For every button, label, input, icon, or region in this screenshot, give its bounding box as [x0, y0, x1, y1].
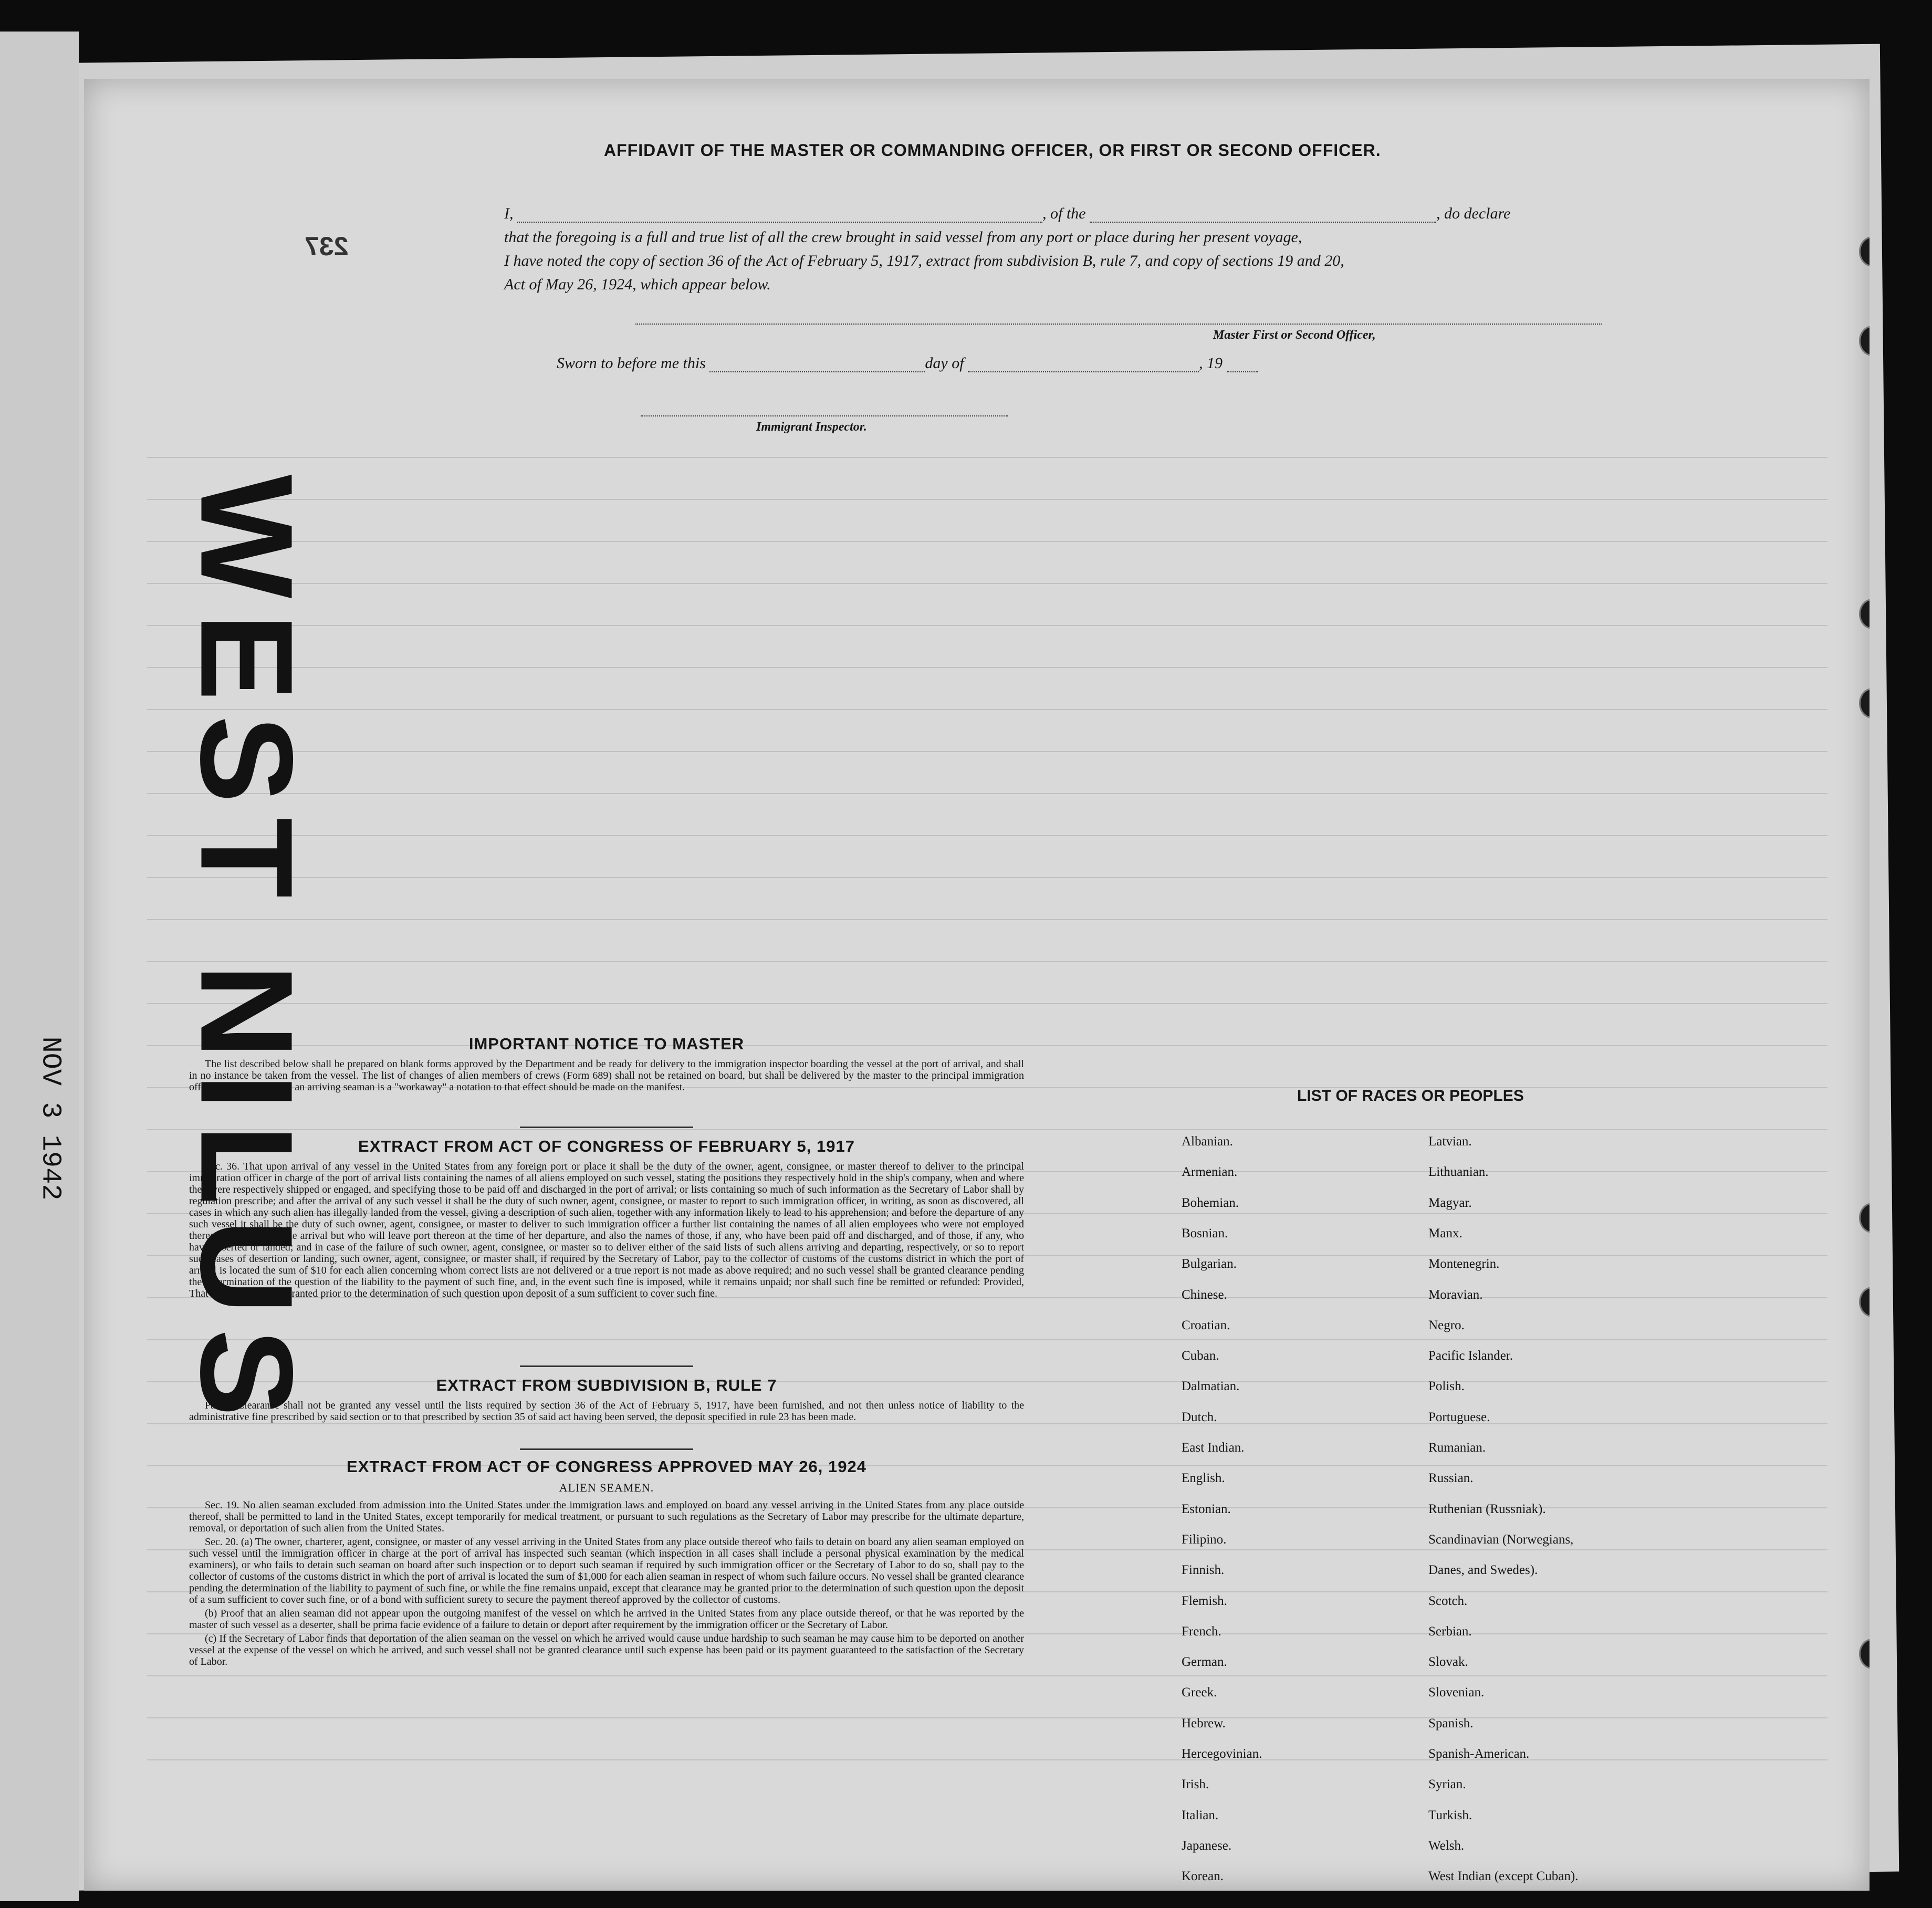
- race-item: Scotch.: [1428, 1593, 1468, 1608]
- divider-rule: [520, 1448, 693, 1450]
- vessel-field[interactable]: [1090, 208, 1436, 223]
- date-stamp: NOV 3 1942: [35, 1036, 66, 1201]
- race-item: Serbian.: [1428, 1624, 1472, 1639]
- race-item: Scandinavian (Norwegians,: [1428, 1532, 1574, 1547]
- race-item: Lithuanian.: [1428, 1165, 1489, 1180]
- ghost-row-line: [147, 1675, 1827, 1676]
- race-item: Hebrew.: [1182, 1716, 1226, 1730]
- race-item: Spanish.: [1428, 1716, 1474, 1730]
- race-item: Magyar.: [1428, 1195, 1472, 1210]
- race-item: Polish.: [1428, 1379, 1465, 1394]
- ghost-row-line: [147, 583, 1827, 584]
- notice-title: IMPORTANT NOTICE TO MASTER: [468, 1035, 745, 1053]
- race-item: Bohemian.: [1182, 1195, 1239, 1210]
- sec-19-text: Sec. 19. No alien seaman excluded from admission into the United States under the immigration laws and employed on board any vessel arriving in the United States from any place outside thereof, shall be permitted to land in the United States, except temporarily for medical treatment, or pursuant to such regulations as the Secretary of Labor may prescribe for the ultimate departure, removal, or deportation of such alien from the United States.: [189, 1499, 1024, 1534]
- ghost-row-line: [147, 1339, 1827, 1340]
- race-item: Croatian.: [1182, 1318, 1230, 1332]
- sworn-day-field[interactable]: [709, 358, 925, 372]
- race-item: Bulgarian.: [1182, 1257, 1237, 1271]
- master-signature-label: Master First or Second Officer,: [1213, 328, 1376, 342]
- race-item: Welsh.: [1428, 1838, 1465, 1853]
- race-item: Turkish.: [1428, 1808, 1473, 1822]
- affidavit-line-2: that the foregoing is a full and true list of all the crew brought in said vessel from any port or place during her present voyage,: [504, 228, 1302, 246]
- race-item: Manx.: [1428, 1226, 1463, 1240]
- race-item: Dalmatian.: [1182, 1379, 1240, 1394]
- race-item: Finnish.: [1182, 1563, 1225, 1578]
- race-item: Estonian.: [1182, 1502, 1231, 1516]
- race-item: Hercegovinian.: [1182, 1747, 1262, 1761]
- ghost-row-line: [147, 625, 1827, 626]
- sworn-month-field[interactable]: [968, 358, 1199, 372]
- race-item: French.: [1182, 1624, 1221, 1639]
- divider-rule: [520, 1365, 693, 1367]
- manifest-page: [84, 79, 1870, 1891]
- punch-hole: [1859, 1203, 1870, 1233]
- name-field[interactable]: [517, 208, 1042, 223]
- ghost-row-line: [147, 499, 1827, 500]
- race-item: Portuguese.: [1428, 1410, 1490, 1424]
- race-item: Slovenian.: [1428, 1685, 1485, 1700]
- notice-text: The list described below shall be prepared on blank forms approved by the Department and be ready for delivery to the immigration inspector boarding the vessel at the port of arrival, and shall in no instance be taken from the vessel. The list of changes of alien members of crews (Form 689) shall not be retained on board, but shall be delivered by the master to the principal immigration officer at the port. When an arriving seaman is a "workaway" a notation to that effect should be made on the manifest.: [189, 1058, 1024, 1093]
- race-item: Pacific Islander.: [1428, 1349, 1513, 1363]
- race-item: Ruthenian (Russniak).: [1428, 1502, 1546, 1516]
- affidavit-line-1: [504, 205, 1510, 223]
- race-item: Montenegrin.: [1428, 1257, 1500, 1271]
- stamp-number: 237: [305, 232, 349, 261]
- extract-1924-title: EXTRACT FROM ACT OF CONGRESS APPROVED MAY 26, 1924: [347, 1457, 866, 1476]
- sec-20a-text: Sec. 20. (a) The owner, charterer, agent, consignee, or master of any vessel arriving in the United States from any place outside thereof who fails to detain on board any alien seaman employed on such vessel until the immigration officer in charge at the port of arrival has inspected such seaman (which inspection in all cases shall include a personal physical examination by the medical examiners), or who fails to detain such seaman on board after such inspection or to deport such seaman if required by such immigration officer or the Secretary of Labor to do so, shall pay to the collector of customs of the customs district in which the port of arrival is located the sum of $1,000 for each alien seaman in respect of whom such failure occurs. No vessel shall be granted clearance pending the determination of the liability to payment of such fine, or while the fine remains unpaid, except that clearance may be granted prior to the determination of such question upon the deposit of a sum sufficient to cover such fine, or of a bond with sufficient surety to secure the payment thereof approved by the collector of customs.: [189, 1536, 1024, 1605]
- vessel-name-handwritten: WEST NILUS: [173, 474, 320, 1432]
- race-item: Albanian.: [1182, 1134, 1233, 1149]
- punch-hole: [1859, 599, 1870, 629]
- race-item: Greek.: [1182, 1685, 1217, 1700]
- ghost-row-line: [147, 709, 1827, 710]
- punch-hole: [1859, 1639, 1870, 1669]
- race-item: Negro.: [1428, 1318, 1465, 1332]
- ghost-row-line: [147, 1129, 1827, 1130]
- sec-20b-text: (b) Proof that an alien seaman did not appear upon the outgoing manifest of the vessel on which he arrived in the United States from any place outside thereof, or that he was reported by the master of such vessel as a deserter, shall be prima facie evidence of a failure to detain or deport after requirement by the immigration officer or the Secretary of Labor.: [189, 1608, 1024, 1631]
- ghost-row-line: [147, 1759, 1827, 1760]
- race-item: English.: [1182, 1471, 1225, 1486]
- ghost-row-line: [147, 877, 1827, 878]
- race-item: Syrian.: [1428, 1777, 1466, 1792]
- ghost-row-line: [147, 541, 1827, 542]
- race-item: Chinese.: [1182, 1287, 1227, 1302]
- year-label: , 19: [1199, 355, 1223, 372]
- race-item: Spanish-American.: [1428, 1747, 1530, 1761]
- day-of-label: day of: [925, 355, 964, 372]
- race-item: Filipino.: [1182, 1532, 1227, 1547]
- race-item: Cuban.: [1182, 1349, 1219, 1363]
- sec-20c-text: (c) If the Secretary of Labor finds that deportation of the alien seaman on the vessel on which he arrived would cause undue hardship to such seaman he may cause him to be deported on another vessel at the expense of the vessel on which he arrived, and such vessel shall not be granted clearance until such expense has been paid or its payment guaranteed to the satisfaction of the Secretary of Labor.: [189, 1633, 1024, 1667]
- race-item: Japanese.: [1182, 1838, 1232, 1853]
- race-item: Russian.: [1428, 1471, 1474, 1486]
- race-item: Flemish.: [1182, 1593, 1227, 1608]
- page-edge-strip: [0, 32, 79, 1901]
- alien-seamen-subtitle: ALIEN SEAMEN.: [559, 1481, 654, 1494]
- affidavit-line-3: I have noted the copy of section 36 of the Act of February 5, 1917, extract from subdivision B, rule 7, and copy of sections 19 and 20,: [504, 252, 1344, 269]
- race-item: Danes, and Swedes).: [1428, 1563, 1538, 1578]
- extract-rule7-title: EXTRACT FROM SUBDIVISION B, RULE 7: [436, 1376, 777, 1394]
- extract-1917-title: EXTRACT FROM ACT OF CONGRESS OF FEBRUARY 5, 1917: [358, 1137, 855, 1155]
- affidavit-i-label: I,: [504, 205, 514, 222]
- extract-1924-body: [189, 1499, 1024, 1670]
- extract-rule7-text: Par. 6. Clearance shall not be granted any vessel until the lists required by section 36 of the Act of February 5, 1917, have been furnished, and not then unless notice of liability to the administrative fine prescribed by said section or to that prescribed by section 35 of said act having been served, the deposit specified in rule 23 has been made.: [189, 1400, 1024, 1423]
- race-item: Rumanian.: [1428, 1441, 1486, 1455]
- affidavit-title: AFFIDAVIT OF THE MASTER OR COMMANDING OFFICER, OR FIRST OR SECOND OFFICER.: [604, 141, 1381, 160]
- race-item: German.: [1182, 1655, 1227, 1670]
- race-item: Irish.: [1182, 1777, 1209, 1792]
- race-item: West Indian (except Cuban).: [1428, 1869, 1579, 1884]
- punch-hole: [1859, 236, 1870, 267]
- ghost-row-line: [147, 793, 1827, 794]
- inspector-label: Immigrant Inspector.: [756, 420, 867, 434]
- ghost-row-line: [147, 1003, 1827, 1004]
- ghost-row-line: [147, 835, 1827, 836]
- sworn-year-field[interactable]: [1227, 358, 1258, 372]
- race-item: Moravian.: [1428, 1287, 1483, 1302]
- extract-1917-text: Sec. 36. That upon arrival of any vessel in the United States from any foreign port or place it shall be the duty of the owner, agent, consignee, or master thereof to deliver to the principal immigration officer in charge of the port of arrival lists containing the names of all aliens employed on such vessel, stating the positions they respectively hold in the ship's company, when and where they were respectively shipped or engaged, and specifying those to be paid off and discharged in the port of arrival; or lists containing so much of such information as the Secretary of Labor shall by regulation prescribe; and after the arrival of any such vessel it shall be the duty of such owner, agent, consignee, or master to report to such immigration officer, in writing, as soon as discovered, all cases in which any such alien has illegally landed from the vessel, giving a description of such alien, together with any information likely to lead to his apprehension; and before the departure of any such vessel it shall be the duty of such owner, agent, consignee, or master to deliver to such immigration officer a further list containing the names of all alien employees who were not employed thereon at the time of the arrival but who will leave port thereon at the time of her departure, and also the names of those, if any, who have been paid off and discharged, and of those, if any, who have deserted or landed; and in case of the failure of such owner, agent, consignee, or master so to deliver either of the said lists of such aliens arriving and departing, respectively, or so to report such cases of desertion or landing, such owner, agent, consignee, or master shall, if required by the Secretary of Labor, pay to the collector of customs of the customs district in which the port of arrival is located the sum of $10 for each alien concerning whom correct lists are not delivered or a true report is not made as above required; and no such vessel shall be granted clearance pending the determination of the question of the liability to the payment of such fine, and, in the event such fine is imposed, while it remains unpaid; nor shall such fine be remitted or refunded: Provided, That clearance may be granted prior to the determination of such question upon deposit of a sum sufficient to cover such fine.: [189, 1161, 1024, 1299]
- races-title: LIST OF RACES OR PEOPLES: [1297, 1087, 1524, 1104]
- divider-rule: [520, 1127, 693, 1128]
- affidavit-line-4: Act of May 26, 1924, which appear below.: [504, 276, 771, 293]
- sworn-label: Sworn to before me this: [557, 355, 706, 372]
- of-the-label: , of the: [1042, 205, 1086, 222]
- race-item: Korean.: [1182, 1869, 1224, 1884]
- race-item: Dutch.: [1182, 1410, 1217, 1424]
- ghost-row-line: [147, 961, 1827, 962]
- race-item: Bosnian.: [1182, 1226, 1228, 1240]
- punch-hole: [1859, 1287, 1870, 1317]
- race-item: Slovak.: [1428, 1655, 1468, 1670]
- race-item: East Indian.: [1182, 1441, 1245, 1455]
- ghost-row-line: [147, 667, 1827, 668]
- sworn-line: [557, 355, 1258, 372]
- do-declare-label: , do declare: [1436, 205, 1511, 222]
- punch-hole: [1859, 688, 1870, 718]
- race-item: Armenian.: [1182, 1165, 1238, 1180]
- inspector-signature-field[interactable]: [641, 402, 1008, 416]
- race-item: Italian.: [1182, 1808, 1219, 1822]
- ghost-row-line: [147, 1717, 1827, 1718]
- race-item: Latvian.: [1428, 1134, 1472, 1149]
- punch-hole: [1859, 326, 1870, 356]
- ghost-row-line: [147, 457, 1827, 458]
- ghost-row-line: [147, 751, 1827, 752]
- master-signature-field[interactable]: [635, 310, 1602, 325]
- ghost-row-line: [147, 919, 1827, 920]
